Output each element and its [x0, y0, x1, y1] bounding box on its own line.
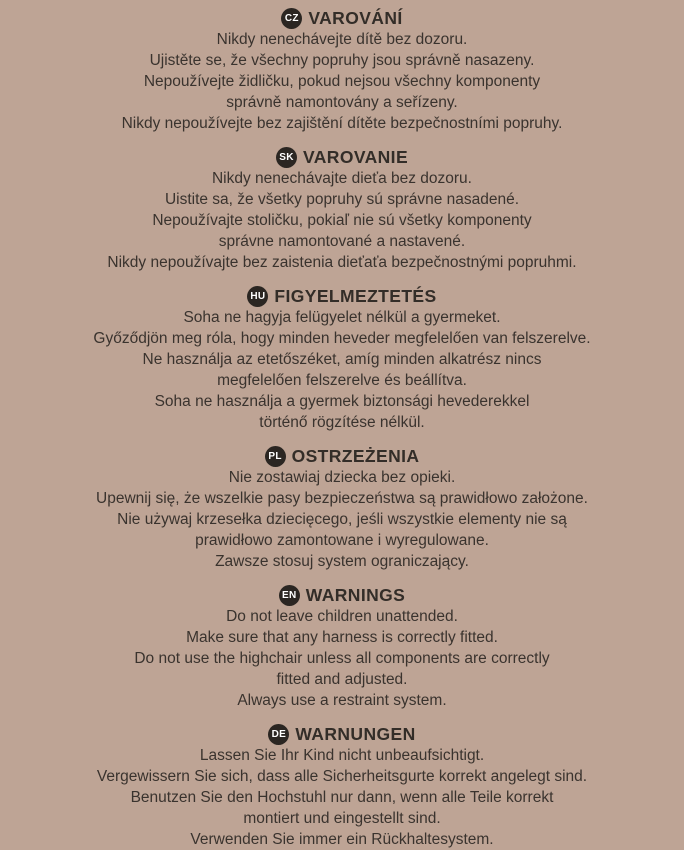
warning-line: Ujistěte se, že všechny popruhy jsou správně nasazeny.	[149, 52, 535, 69]
warning-line: Do not leave children unattended.	[226, 608, 458, 625]
warning-section-de	[0, 724, 684, 850]
warning-line: Lassen Sie Ihr Kind nicht unbeaufsichtigt.	[199, 747, 485, 764]
warning-line: Always use a restraint system.	[237, 692, 447, 709]
section-title: VAROVÁNÍ	[308, 8, 403, 28]
section-heading	[0, 147, 684, 168]
language-badge-en: EN	[279, 585, 300, 606]
warning-line: Soha ne használja a gyermek biztonsági hevederekkel	[154, 393, 530, 410]
warning-line: Verwenden Sie immer ein Rückhaltesystem.	[190, 831, 494, 848]
section-title: OSTRZEŻENIA	[291, 446, 420, 466]
warning-section-hu	[0, 286, 684, 433]
warning-line: Uistite sa, že všetky popruhy sú správne nasadené.	[164, 191, 520, 208]
warning-line: správně namontovány a seřízeny.	[226, 94, 458, 111]
warning-line: Nie używaj krzesełka dziecięcego, jeśli wszystkie elementy nie są	[117, 511, 567, 528]
warning-line: Nikdy nepoužívejte bez zajištění dítěte bezpečnostními popruhy.	[121, 115, 563, 132]
warning-line: Make sure that any harness is correctly fitted.	[186, 629, 498, 646]
section-heading	[0, 724, 684, 745]
warning-line: Nikdy nepoužívajte bez zaistenia dieťaťa bezpečnostnými popruhmi.	[107, 254, 577, 271]
warning-line: Zawsze stosuj system ograniczający.	[215, 553, 469, 570]
warning-line: Ne használja az etetőszéket, amíg minden alkatrész nincs	[142, 351, 542, 368]
warning-line: správne namontované a nastavené.	[218, 233, 466, 250]
section-heading	[0, 8, 684, 29]
warning-line: történő rögzítése nélkül.	[259, 414, 425, 431]
warning-line: Vergewissern Sie sich, dass alle Sicherheitsgurte korrekt angelegt sind.	[96, 768, 588, 785]
warning-line: fitted and adjusted.	[276, 671, 408, 688]
warning-section-sk	[0, 147, 684, 273]
section-title: WARNUNGEN	[295, 724, 416, 744]
language-badge-sk: SK	[276, 147, 297, 168]
warning-line: montiert und eingestellt sind.	[243, 810, 441, 827]
warning-section-pl	[0, 446, 684, 572]
warning-section-cz	[0, 8, 684, 134]
language-badge-hu: HU	[247, 286, 268, 307]
warning-line: Nepoužívajte stoličku, pokiaľ nie sú všetky komponenty	[152, 212, 532, 229]
warning-line: Do not use the highchair unless all components are correctly	[134, 650, 550, 667]
warning-line: Nikdy nenechávejte dítě bez dozoru.	[216, 31, 468, 48]
warning-section-en	[0, 585, 684, 711]
warning-line: Soha ne hagyja felügyelet nélkül a gyermeket.	[183, 309, 501, 326]
section-title: VAROVANIE	[302, 147, 409, 167]
section-heading	[0, 286, 684, 307]
warning-line: Upewnij się, że wszelkie pasy bezpieczeństwa są prawidłowo założone.	[96, 490, 588, 507]
warning-line: Nie zostawiaj dziecka bez opieki.	[228, 469, 456, 486]
section-title: WARNINGS	[305, 585, 406, 605]
section-heading	[0, 446, 684, 467]
warning-line: Győződjön meg róla, hogy minden heveder megfelelően van felszerelve.	[93, 330, 591, 347]
warning-line: Nepoužívejte židličku, pokud nejsou všechny komponenty	[143, 73, 541, 90]
warning-line: Nikdy nenechávajte dieťa bez dozoru.	[211, 170, 472, 187]
warning-line: Benutzen Sie den Hochstuhl nur dann, wenn alle Teile korrekt	[130, 789, 554, 806]
section-heading	[0, 585, 684, 606]
warning-line: megfelelően felszerelve és beállítva.	[217, 372, 467, 389]
section-title: FIGYELMEZTETÉS	[274, 286, 437, 306]
language-badge-pl: PL	[265, 446, 286, 467]
warning-line: prawidłowo zamontowane i wyregulowane.	[195, 532, 489, 549]
language-badge-de: DE	[268, 724, 289, 745]
language-badge-cz: CZ	[281, 8, 302, 29]
